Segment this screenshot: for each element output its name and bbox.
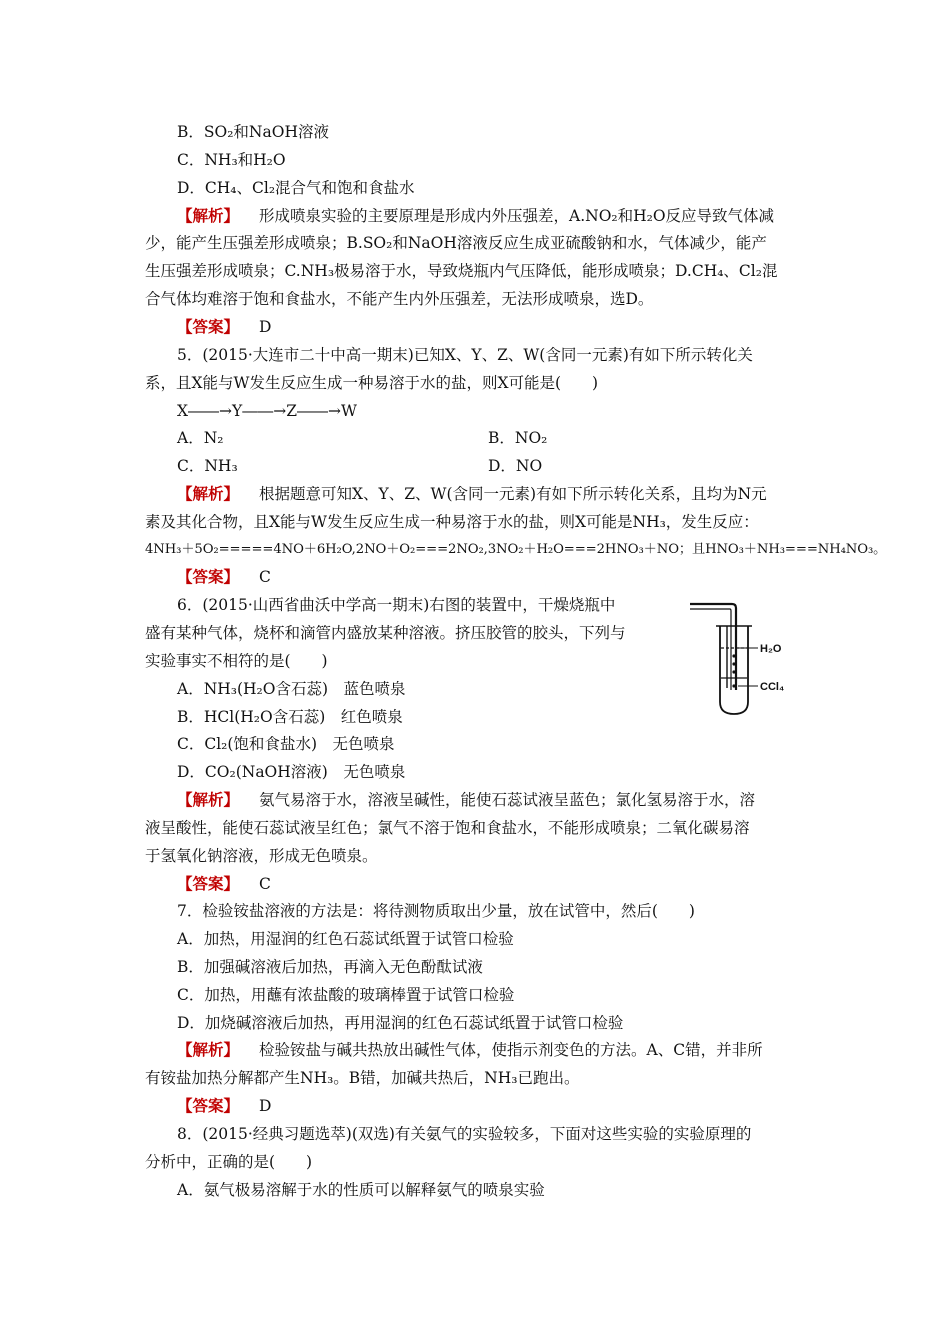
q7-option-d: D．加烧碱溶液后加热，再用湿润的红色石蕊试纸置于试管口检验 [177, 1014, 624, 1032]
q5-answer-line [177, 567, 837, 587]
q5-analysis-text-1: 根据题意可知X、Y、Z、W(含同一元素)有如下所示转化关系，且均为N元 [259, 485, 767, 503]
q7-analysis-text-1: 检验铵盐与碱共热放出碱性气体，使指示剂变色的方法。A、C错，并非所 [259, 1041, 763, 1059]
q6-option-c: C．Cl₂(饱和食盐水) 无色喷泉 [177, 735, 395, 753]
q4-option-d: D．CH₄、Cl₂混合气和饱和食盐水 [177, 179, 415, 197]
droplet [732, 670, 735, 673]
q7-stem: 7．检验铵盐溶液的方法是：将待测物质取出少量，放在试管中，然后( ) [177, 902, 695, 920]
droplet [732, 684, 735, 687]
q8-stem-line-2: 分析中，正确的是( ) [145, 1153, 313, 1171]
label-water: H₂O [760, 643, 782, 655]
analysis-tag: 【解析】 [177, 790, 240, 809]
q6-analysis-line-3: 于氢氧化钠溶液，形成无色喷泉。 [145, 847, 378, 865]
q6-option-b: B．HCl(H₂O含石蕊) 红色喷泉 [177, 708, 403, 726]
test-tube [720, 626, 748, 714]
q6-analysis-line-2: 液呈酸性，能使石蕊试液呈红色；氯气不溶于饱和食盐水，不能形成喷泉；二氧化碳易溶 [145, 819, 750, 837]
label-ccl4: CCl₄ [760, 681, 785, 693]
q6-option-d: D．CO₂(NaOH溶液) 无色喷泉 [177, 763, 406, 781]
answer-tag: 【答案】 [177, 1096, 240, 1115]
answer-tag: 【答案】 [177, 317, 240, 336]
answer-tag: 【答案】 [177, 874, 240, 893]
q4-analysis-line-1 [177, 206, 837, 226]
q6-answer: C [259, 875, 271, 893]
q4-analysis-line-2: 少，能产生压强差形成喷泉；B.SO₂和NaOH溶液反应生成亚硫酸钠和水，气体减少，能产 [145, 234, 767, 252]
droplet [732, 654, 735, 657]
analysis-tag: 【解析】 [177, 206, 240, 225]
q5-option-a: A．N₂ [177, 429, 224, 447]
q5-stem-line-2: 系，且X能与W发生反应生成一种易溶于水的盐，则X可能是( ) [145, 374, 599, 392]
q5-option-c: C．NH₃ [177, 457, 238, 475]
bent-tube [690, 604, 736, 690]
q5-option-d: D．NO [488, 457, 543, 475]
q6-answer-line [177, 874, 837, 894]
q6-stem-line-3: 实验事实不相符的是( ) [145, 652, 328, 670]
q4-analysis-line-4: 合气体均难溶于饱和食盐水，不能产生内外压强差，无法形成喷泉，选D。 [145, 290, 654, 308]
q5-analysis-line-2: 素及其化合物，且X能与W发生反应生成一种易溶于水的盐，则X可能是NH₃，发生反应： [145, 513, 759, 531]
q7-answer-line [177, 1096, 837, 1116]
q5-option-b: B．NO₂ [488, 429, 548, 447]
q7-analysis-line-1 [177, 1040, 837, 1060]
q7-option-a: A．加热，用湿润的红色石蕊试纸置于试管口检验 [177, 930, 514, 948]
answer-tag: 【答案】 [177, 567, 240, 586]
q7-option-b: B．加强碱溶液后加热，再滴入无色酚酞试液 [177, 958, 483, 976]
q4-analysis-text-1: 形成喷泉实验的主要原理是形成内外压强差，A.NO₂和H₂O反应导致气体减 [259, 207, 775, 225]
apparatus-figure [686, 598, 796, 720]
q5-analysis-line-3: 4NH₃＋5O₂=====4NO＋6H₂O,2NO＋O₂===2NO₂,3NO₂＋H₂O===2HNO₃＋NO；且HNO₃＋NH₃===NH₄NO₃。 [145, 542, 887, 557]
q6-analysis-text-1: 氨气易溶于水，溶液呈碱性，能使石蕊试液呈蓝色；氯化氢易溶于水，溶 [259, 791, 756, 809]
q6-stem-line-2: 盛有某种气体，烧杯和滴管内盛放某种溶液。挤压胶管的胶头，下列与 [145, 624, 626, 642]
q8-stem-line-1: 8．(2015·经典习题选萃)(双选)有关氨气的实验较多，下面对这些实验的实验原理的 [177, 1125, 752, 1143]
q6-analysis-line-1 [177, 790, 837, 810]
q4-option-c: C．NH₃和H₂O [177, 151, 286, 169]
q4-answer-line [177, 317, 837, 337]
q4-answer: D [259, 318, 272, 336]
q5-stem-line-1: 5．(2015·大连市二十中高一期末)已知X、Y、Z、W(含同一元素)有如下所示转化关 [177, 346, 753, 364]
q7-option-c: C．加热，用蘸有浓盐酸的玻璃棒置于试管口检验 [177, 986, 515, 1004]
q7-answer: D [259, 1097, 272, 1115]
q6-stem-line-1: 6．(2015·山西省曲沃中学高一期末)右图的装置中，干燥烧瓶中 [177, 596, 616, 614]
q8-option-a: A．氨气极易溶解于水的性质可以解释氨气的喷泉实验 [177, 1181, 545, 1199]
q6-option-a: A．NH₃(H₂O含石蕊) 蓝色喷泉 [177, 680, 406, 698]
q4-analysis-line-3: 生压强差形成喷泉；C.NH₃极易溶于水，导致烧瓶内气压降低，能形成喷泉；D.CH₄、Cl₂混 [145, 262, 778, 280]
q4-option-b: B．SO₂和NaOH溶液 [177, 123, 329, 141]
q5-answer: C [259, 568, 271, 586]
q7-analysis-line-2: 有铵盐加热分解都产生NH₃。B错，加碱共热后，NH₃已跑出。 [145, 1069, 580, 1087]
analysis-tag: 【解析】 [177, 1040, 240, 1059]
droplet [732, 662, 735, 665]
q5-transform-chain: X――→Y――→Z――→W [177, 402, 357, 420]
q5-analysis-line-1 [177, 484, 837, 504]
analysis-tag: 【解析】 [177, 484, 240, 503]
